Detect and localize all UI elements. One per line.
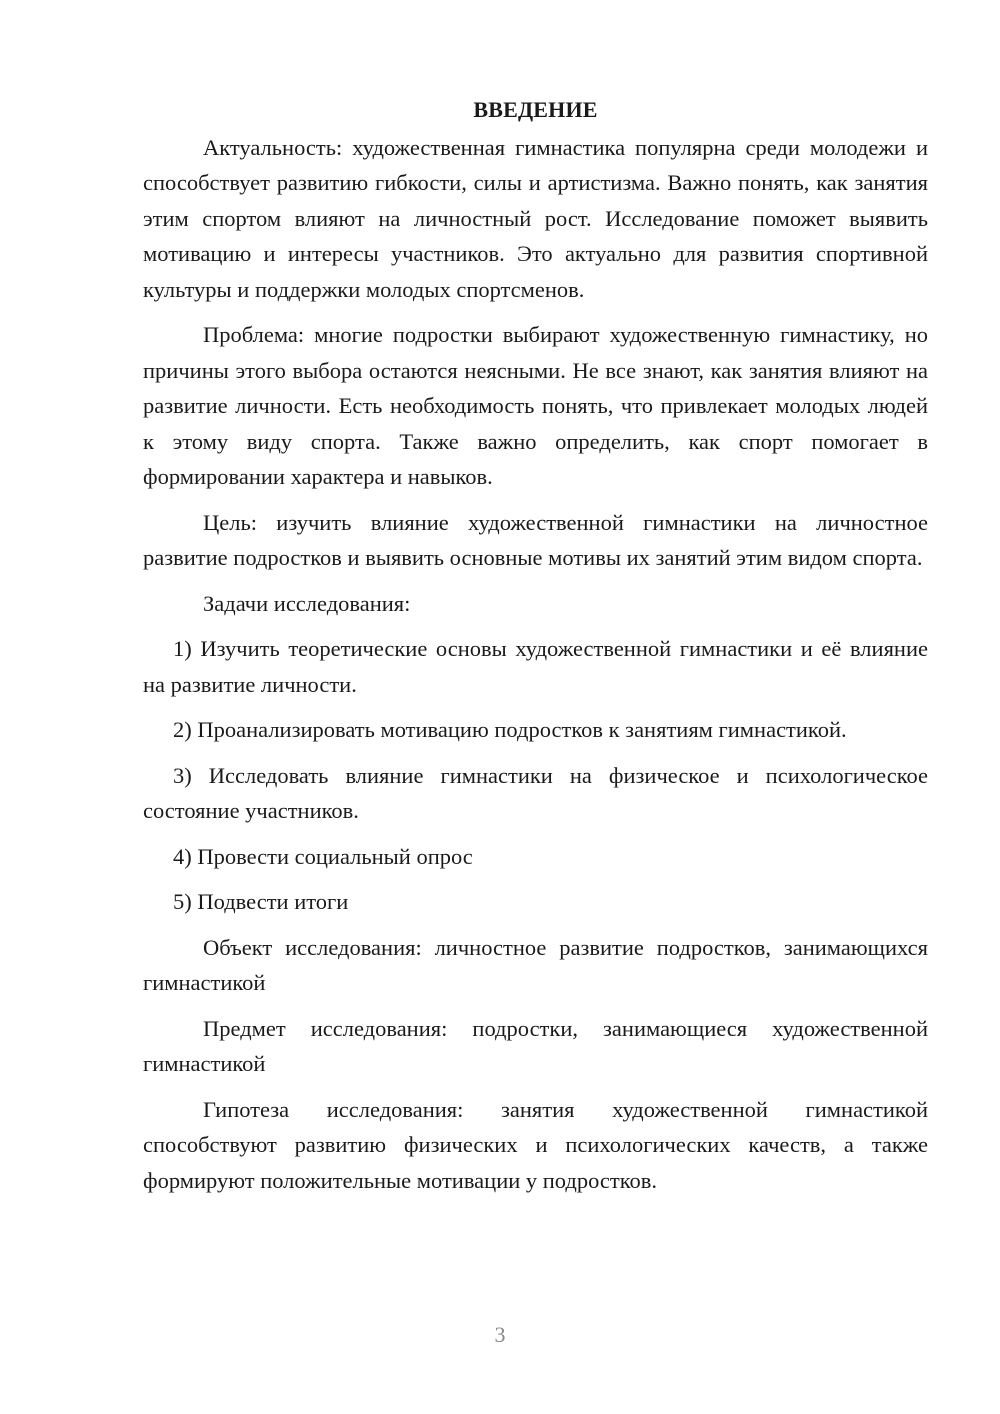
- paragraph-tasks-heading: Задачи исследования:: [203, 590, 411, 616]
- task-item-3: 3) Исследовать влияние гимнастики на физическое и психологическое состояние участников.: [143, 762, 928, 823]
- page-number: 3: [494, 1322, 506, 1347]
- paragraph-hypothesis: Гипотеза исследования: занятия художественной гимнастикой способствуют развитию физических и психологических качеств, а также формируют положительные мотивации у подростков.: [143, 1096, 928, 1193]
- paragraph-relevance: Актуальность: художественная гимнастика популярна среди молодежи и способствует развитию гибкости, силы и артистизма. Важно понять, как занятия этим спортом влияют на личностный рост. Исследование поможет выявить мотивацию и интересы участников. Это актуально для развития спортивной культуры и поддержки молодых спортсменов.: [143, 134, 928, 302]
- paragraph-subject: Предмет исследования: подростки, занимающиеся художественной гимнастикой: [143, 1015, 928, 1076]
- task-item-1: 1) Изучить теоретические основы художественной гимнастики и её влияние на развитие личности.: [143, 636, 928, 697]
- document-page: [143, 92, 928, 1198]
- paragraph-goal: Цель: изучить влияние художественной гимнастики на личностное развитие подростков и выявить основные мотивы их занятий этим видом спорта.: [143, 509, 928, 570]
- task-item-5: 5) Подвести итоги: [173, 889, 349, 914]
- task-item-2: 2) Проанализировать мотивацию подростков к занятиям гимнастикой.: [173, 717, 847, 742]
- page-title: ВВЕДЕНИЕ: [473, 97, 598, 122]
- paragraph-object: Объект исследования: личностное развитие подростков, занимающихся гимнастикой: [143, 934, 928, 995]
- task-item-4: 4) Провести социальный опрос: [173, 843, 473, 869]
- paragraph-problem: Проблема: многие подростки выбирают художественную гимнастику, но причины этого выбора остаются неясными. Не все знают, как занятия влияют на развитие личности. Есть необходимость понять, что привлекает молодых людей к этому виду спорта. Также важно определить, как спорт помогает в формировании характера и навыков.: [143, 322, 928, 489]
